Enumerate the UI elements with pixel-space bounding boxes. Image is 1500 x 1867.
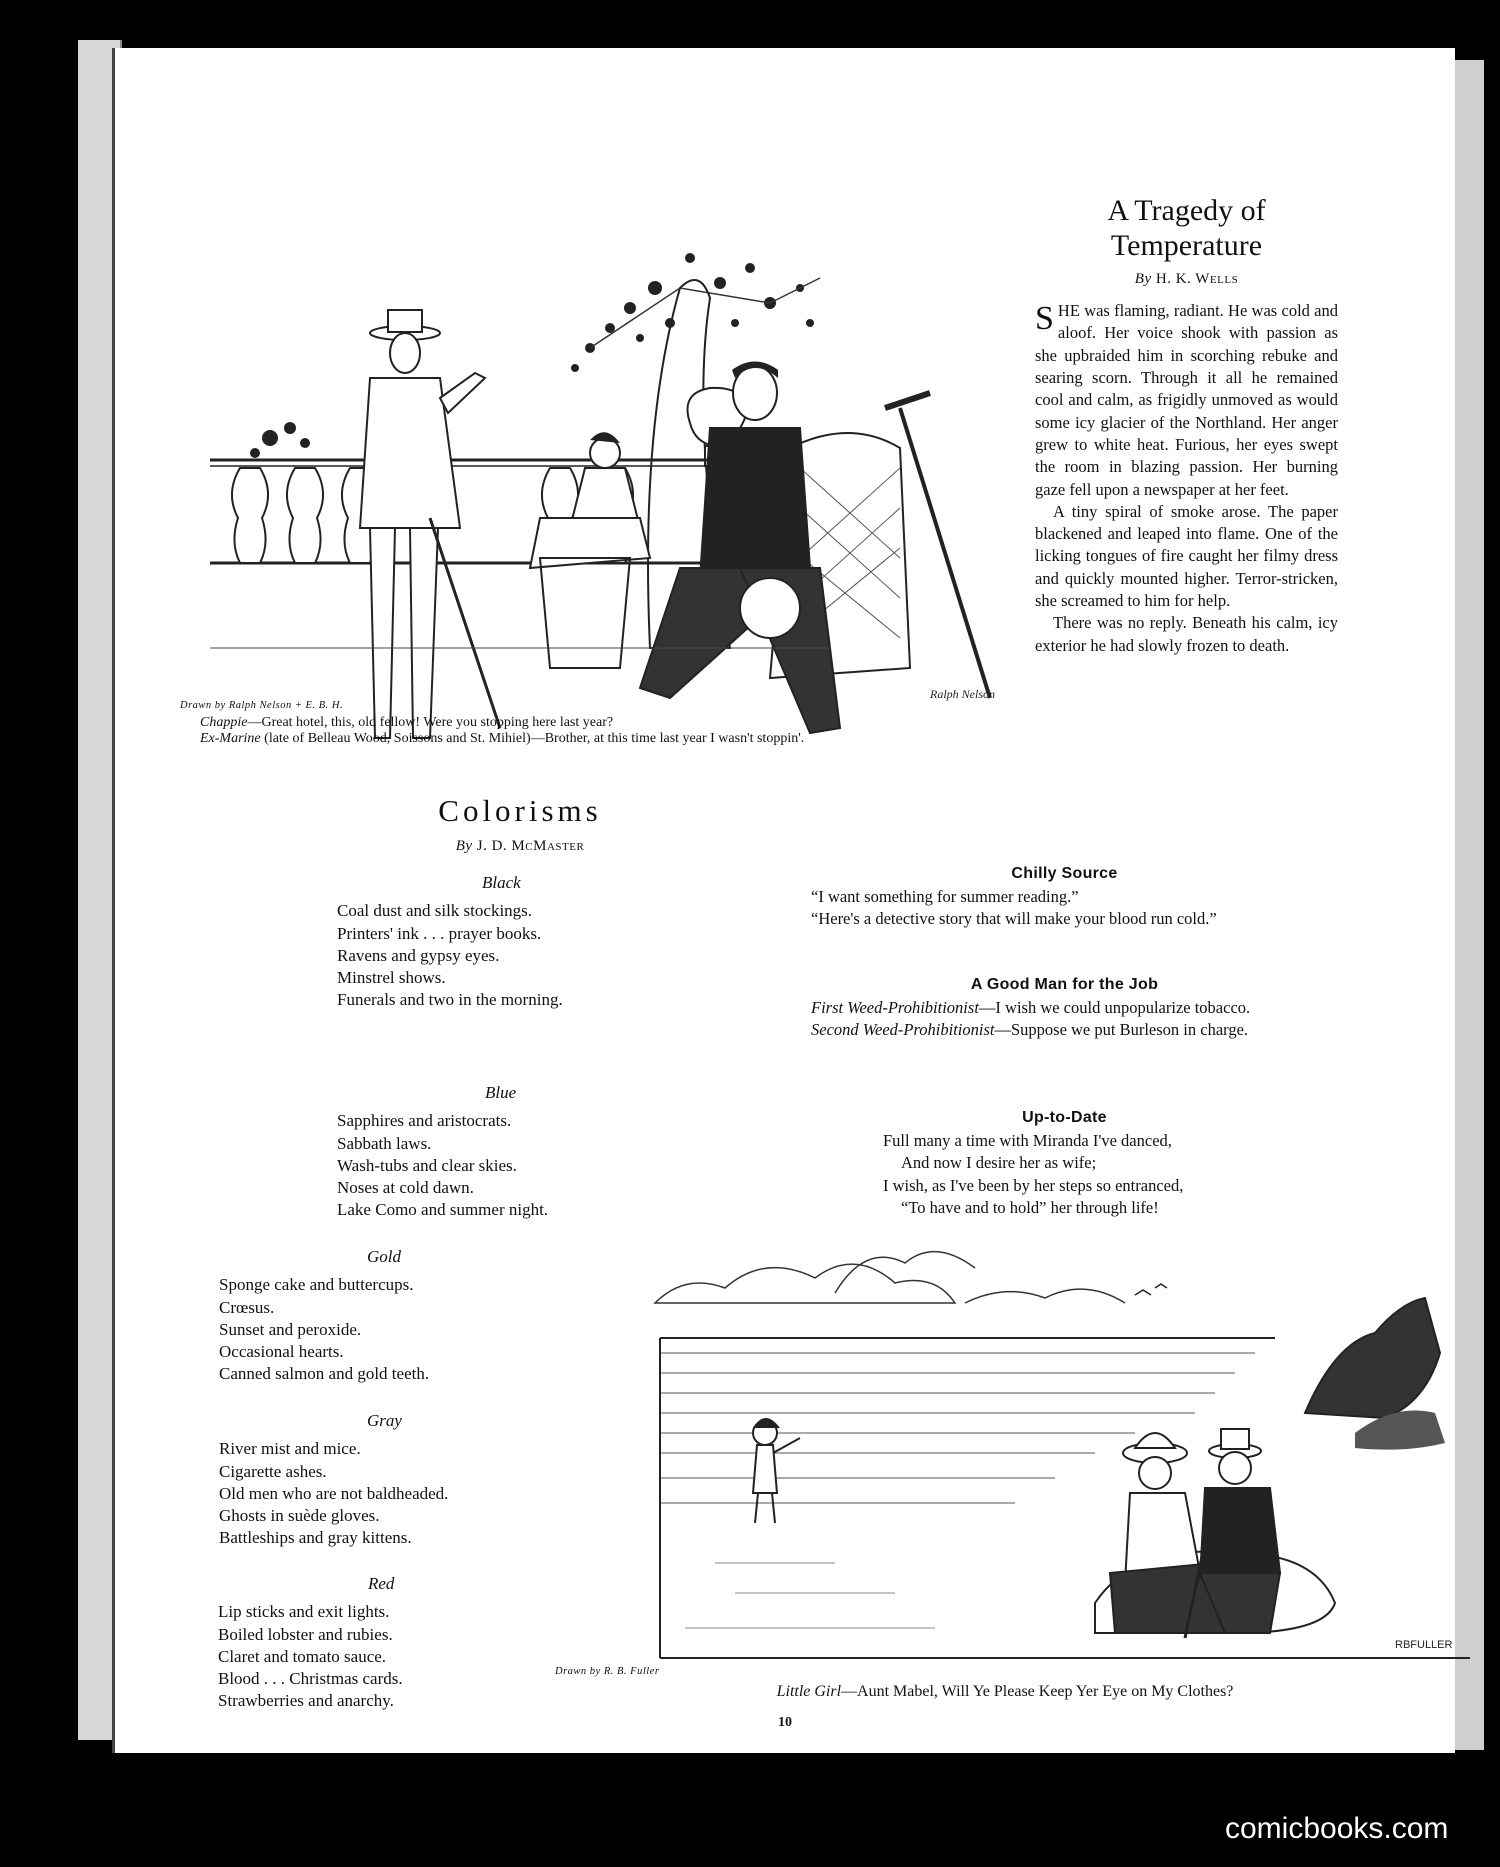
poem-line: Funerals and two in the morning. bbox=[337, 990, 563, 1010]
poem-line: Coal dust and silk stockings. bbox=[337, 901, 533, 921]
speaker-ex-marine: Ex-Marine bbox=[200, 731, 261, 746]
chappie-dialogue: —Great hotel, this, old fellow! Were you stopping here last year? bbox=[247, 714, 614, 730]
verse-line: Full many a time with Miranda I've danced, bbox=[883, 1131, 1172, 1150]
drop-cap: S bbox=[1035, 300, 1054, 338]
bottom-cartoon-caption bbox=[645, 1683, 1365, 1701]
poem-line: Noses at cold dawn. bbox=[337, 1178, 474, 1198]
beach-cartoon-illustration bbox=[535, 1233, 1475, 1673]
verse-line: And now I desire her as wife; bbox=[901, 1153, 1097, 1173]
tragedy-body bbox=[1035, 300, 1338, 657]
poem-line: Ravens and gypsy eyes. bbox=[337, 945, 500, 965]
speaker-little-girl: Little Girl bbox=[776, 1683, 842, 1700]
poem-line: Minstrel shows. bbox=[337, 968, 446, 988]
magazine-page bbox=[112, 48, 1455, 1753]
caption-line-ex-marine bbox=[180, 731, 935, 748]
caption-line-chappie bbox=[180, 715, 935, 732]
top-cartoon-caption bbox=[180, 698, 935, 748]
verse-line: “To have and to hold” her through life! bbox=[901, 1197, 1159, 1217]
poem-line: Claret and tomato sauce. bbox=[218, 1646, 387, 1666]
colorisms-blue bbox=[337, 1074, 657, 1222]
chilly-source bbox=[793, 865, 1336, 931]
poem-line: Sapphires and aristocrats. bbox=[337, 1111, 512, 1131]
up-to-date bbox=[793, 1109, 1336, 1219]
tragedy-title: A Tragedy of Temperature bbox=[1107, 194, 1266, 263]
tragedy-paragraph-3: There was no reply. Beneath his calm, icy exterior he had slowly frozen to death. bbox=[1035, 613, 1338, 655]
poem-line: Occasional hearts. bbox=[219, 1342, 344, 1362]
verse-line: I wish, as I've been by her steps so entranced, bbox=[883, 1175, 1184, 1195]
poem-line: Sunset and peroxide. bbox=[219, 1319, 362, 1339]
good-man-title: A Good Man for the Job bbox=[970, 976, 1159, 993]
good-man-for-job bbox=[793, 976, 1336, 1042]
colorisms-gray bbox=[219, 1402, 539, 1550]
poem-line: Printers' ink . . . prayer books. bbox=[337, 923, 542, 943]
up-to-date-title: Up-to-Date bbox=[1022, 1109, 1107, 1126]
good-man-line-1: First Weed-Prohibitionist—I wish we could unpopularize tobacco. bbox=[811, 998, 1251, 1017]
chilly-line-1: “I want something for summer reading.” bbox=[811, 887, 1079, 906]
poem-line: Battleships and gray kittens. bbox=[219, 1528, 412, 1548]
colorisms-title: Colorisms bbox=[438, 793, 602, 828]
illustrator-signature: RBFULLER bbox=[1395, 1639, 1453, 1651]
poem-line: Cigarette ashes. bbox=[219, 1461, 327, 1481]
poem-line: Boiled lobster and rubies. bbox=[218, 1624, 393, 1644]
top-cartoon-credit: Drawn by Ralph Nelson + E. B. H. bbox=[180, 700, 344, 711]
section-heading-black: Black bbox=[482, 873, 521, 892]
colorisms-byline: By J. D. McMaster bbox=[455, 838, 585, 854]
tragedy-article bbox=[1035, 193, 1338, 657]
illustrator-signature: Ralph Nelson bbox=[930, 687, 995, 701]
poem-line: River mist and mice. bbox=[219, 1439, 361, 1459]
colorisms-black bbox=[337, 864, 657, 1012]
ex-marine-dialogue: (late of Belleau Wood, Soissons and St. Mihiel)—Brother, at this time last year I wasn't stoppin'. bbox=[260, 731, 805, 746]
tragedy-paragraph-2: A tiny spiral of smoke arose. The paper blackened and leaped into flame. One of the licking tongues of fire caught her filmy dress and quickly mounted higher. Terror-stricken, she screamed to him for help. bbox=[1035, 501, 1338, 611]
poem-line: Sponge cake and buttercups. bbox=[219, 1275, 414, 1295]
section-heading-gray: Gray bbox=[367, 1411, 402, 1430]
poem-line: Wash-tubs and clear skies. bbox=[337, 1155, 517, 1175]
poem-line: Lake Como and summer night. bbox=[337, 1200, 549, 1220]
poem-line: Crœsus. bbox=[219, 1297, 275, 1317]
page-number: 10 bbox=[778, 1715, 792, 1730]
chilly-source-title: Chilly Source bbox=[1011, 865, 1118, 882]
tragedy-paragraph-1: SHE was flaming, radiant. He was cold and aloof. Her voice shook with passion as she upbraided him in scorching rebuke and searing scorn. Through it all he remained cool and calm, as frigidly unmoved as would some icy glacier of the Northland. Her anger grew to white heat. Furious, her eyes swept the room in blazing passion. Her burning gaze fell upon a newspaper at her feet. bbox=[1035, 300, 1338, 499]
poem-line: Strawberries and anarchy. bbox=[218, 1691, 394, 1711]
tragedy-byline: By H. K. Wells bbox=[1134, 271, 1239, 288]
good-man-line-2: Second Weed-Prohibitionist—Suppose we put Burleson in charge. bbox=[811, 1020, 1249, 1040]
poem-line: Lip sticks and exit lights. bbox=[218, 1602, 390, 1622]
chilly-line-2: “Here's a detective story that will make your blood run cold.” bbox=[811, 909, 1217, 929]
poem-line: Canned salmon and gold teeth. bbox=[219, 1364, 430, 1384]
colorisms-gold bbox=[219, 1238, 539, 1386]
section-heading-blue: Blue bbox=[485, 1083, 517, 1102]
little-girl-dialogue: —Aunt Mabel, Will Ye Please Keep Yer Eye on My Clothes? bbox=[841, 1683, 1234, 1700]
section-heading-gold: Gold bbox=[367, 1247, 401, 1266]
poem-line: Old men who are not baldheaded. bbox=[219, 1483, 449, 1503]
poem-line: Ghosts in suède gloves. bbox=[219, 1506, 380, 1526]
bottom-cartoon-credit: Drawn by R. B. Fuller bbox=[555, 1666, 660, 1677]
watermark: comicbooks.com bbox=[1225, 1812, 1449, 1845]
terrace-cartoon-illustration bbox=[210, 228, 1130, 748]
poem-line: Sabbath laws. bbox=[337, 1133, 432, 1153]
section-heading-red: Red bbox=[368, 1574, 395, 1593]
poem-line: Blood . . . Christmas cards. bbox=[218, 1669, 403, 1689]
speaker-chappie: Chappie bbox=[200, 714, 248, 730]
colorisms-red bbox=[218, 1565, 538, 1713]
